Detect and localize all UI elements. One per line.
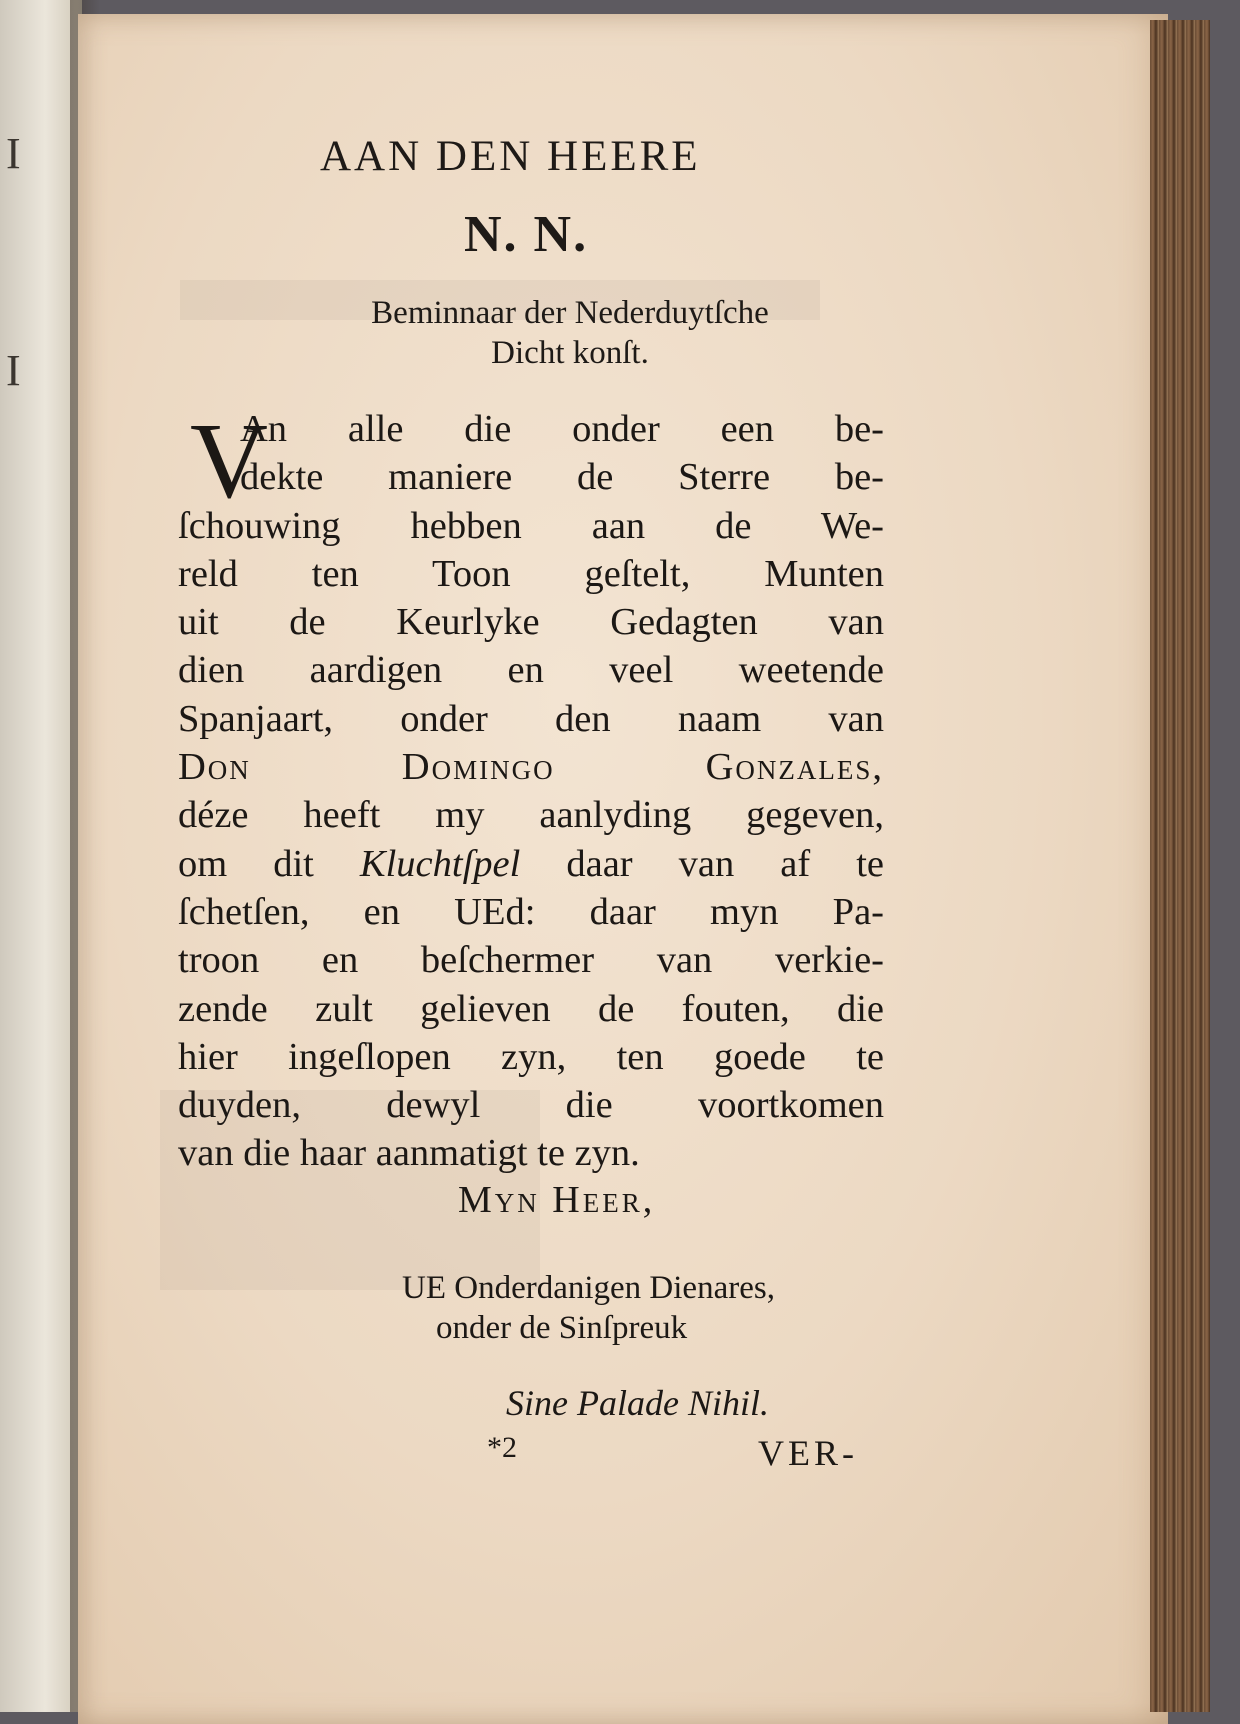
body-line: Spanjaart, onder den naam van	[178, 697, 884, 740]
subtitle-line-2: Dicht konſt.	[491, 335, 649, 371]
page-heading: AAN DEN HEERE	[320, 133, 701, 180]
body-line: hier ingeſlopen zyn, ten goede te	[178, 1035, 884, 1078]
body-line	[178, 840, 884, 888]
dedication-body	[178, 402, 885, 1178]
closing-line-1: UE Onderdanigen Dienares,	[402, 1270, 775, 1306]
body-line: uit de Keurlyke Gedagten van	[178, 601, 884, 644]
play-title: Kluchtſpel	[359, 842, 521, 885]
drop-cap: V	[190, 402, 268, 521]
body-line: ſchouwing hebben aan de We-	[178, 504, 884, 547]
body-text-run: om dit	[178, 842, 360, 885]
body-line: duyden, dewyl die voortkomen	[178, 1084, 884, 1127]
facing-page-edge-mark: I	[6, 346, 21, 395]
body-line: van die haar aanmatigt te zyn.	[178, 1132, 640, 1175]
body-line: reld ten Toon geſtelt, Munten	[178, 552, 884, 595]
body-line: zende zult gelieven de fouten, die	[178, 987, 884, 1030]
addressee-initials: N. N.	[464, 206, 589, 263]
catchword: VER-	[758, 1433, 858, 1473]
facing-page-edge-mark: I	[6, 129, 21, 178]
signature-mark: *2	[487, 1431, 517, 1464]
body-line: déze heeft my aanlyding gegeven,	[178, 794, 884, 837]
salutation: Myn Heer,	[458, 1179, 656, 1221]
body-line-name: Don Domingo Gonzales,	[178, 746, 884, 789]
subtitle-line-1: Beminnaar der Nederduytſche	[371, 295, 769, 331]
closing-line-2: onder de Sinſpreuk	[436, 1310, 688, 1346]
body-line: dekte maniere de Sterre be-	[240, 456, 884, 499]
body-line: dien aardigen en veel weetende	[178, 649, 884, 692]
page-edges	[1150, 20, 1210, 1712]
motto: Sine Palade Nihil.	[506, 1383, 769, 1423]
body-line: An alle die onder een be-	[240, 408, 884, 450]
body-line: troon en beſchermer van verkie-	[178, 939, 884, 982]
body-text-run: daar van af te	[520, 842, 885, 885]
body-line: ſchetſen, en UEd: daar myn Pa-	[178, 890, 884, 933]
